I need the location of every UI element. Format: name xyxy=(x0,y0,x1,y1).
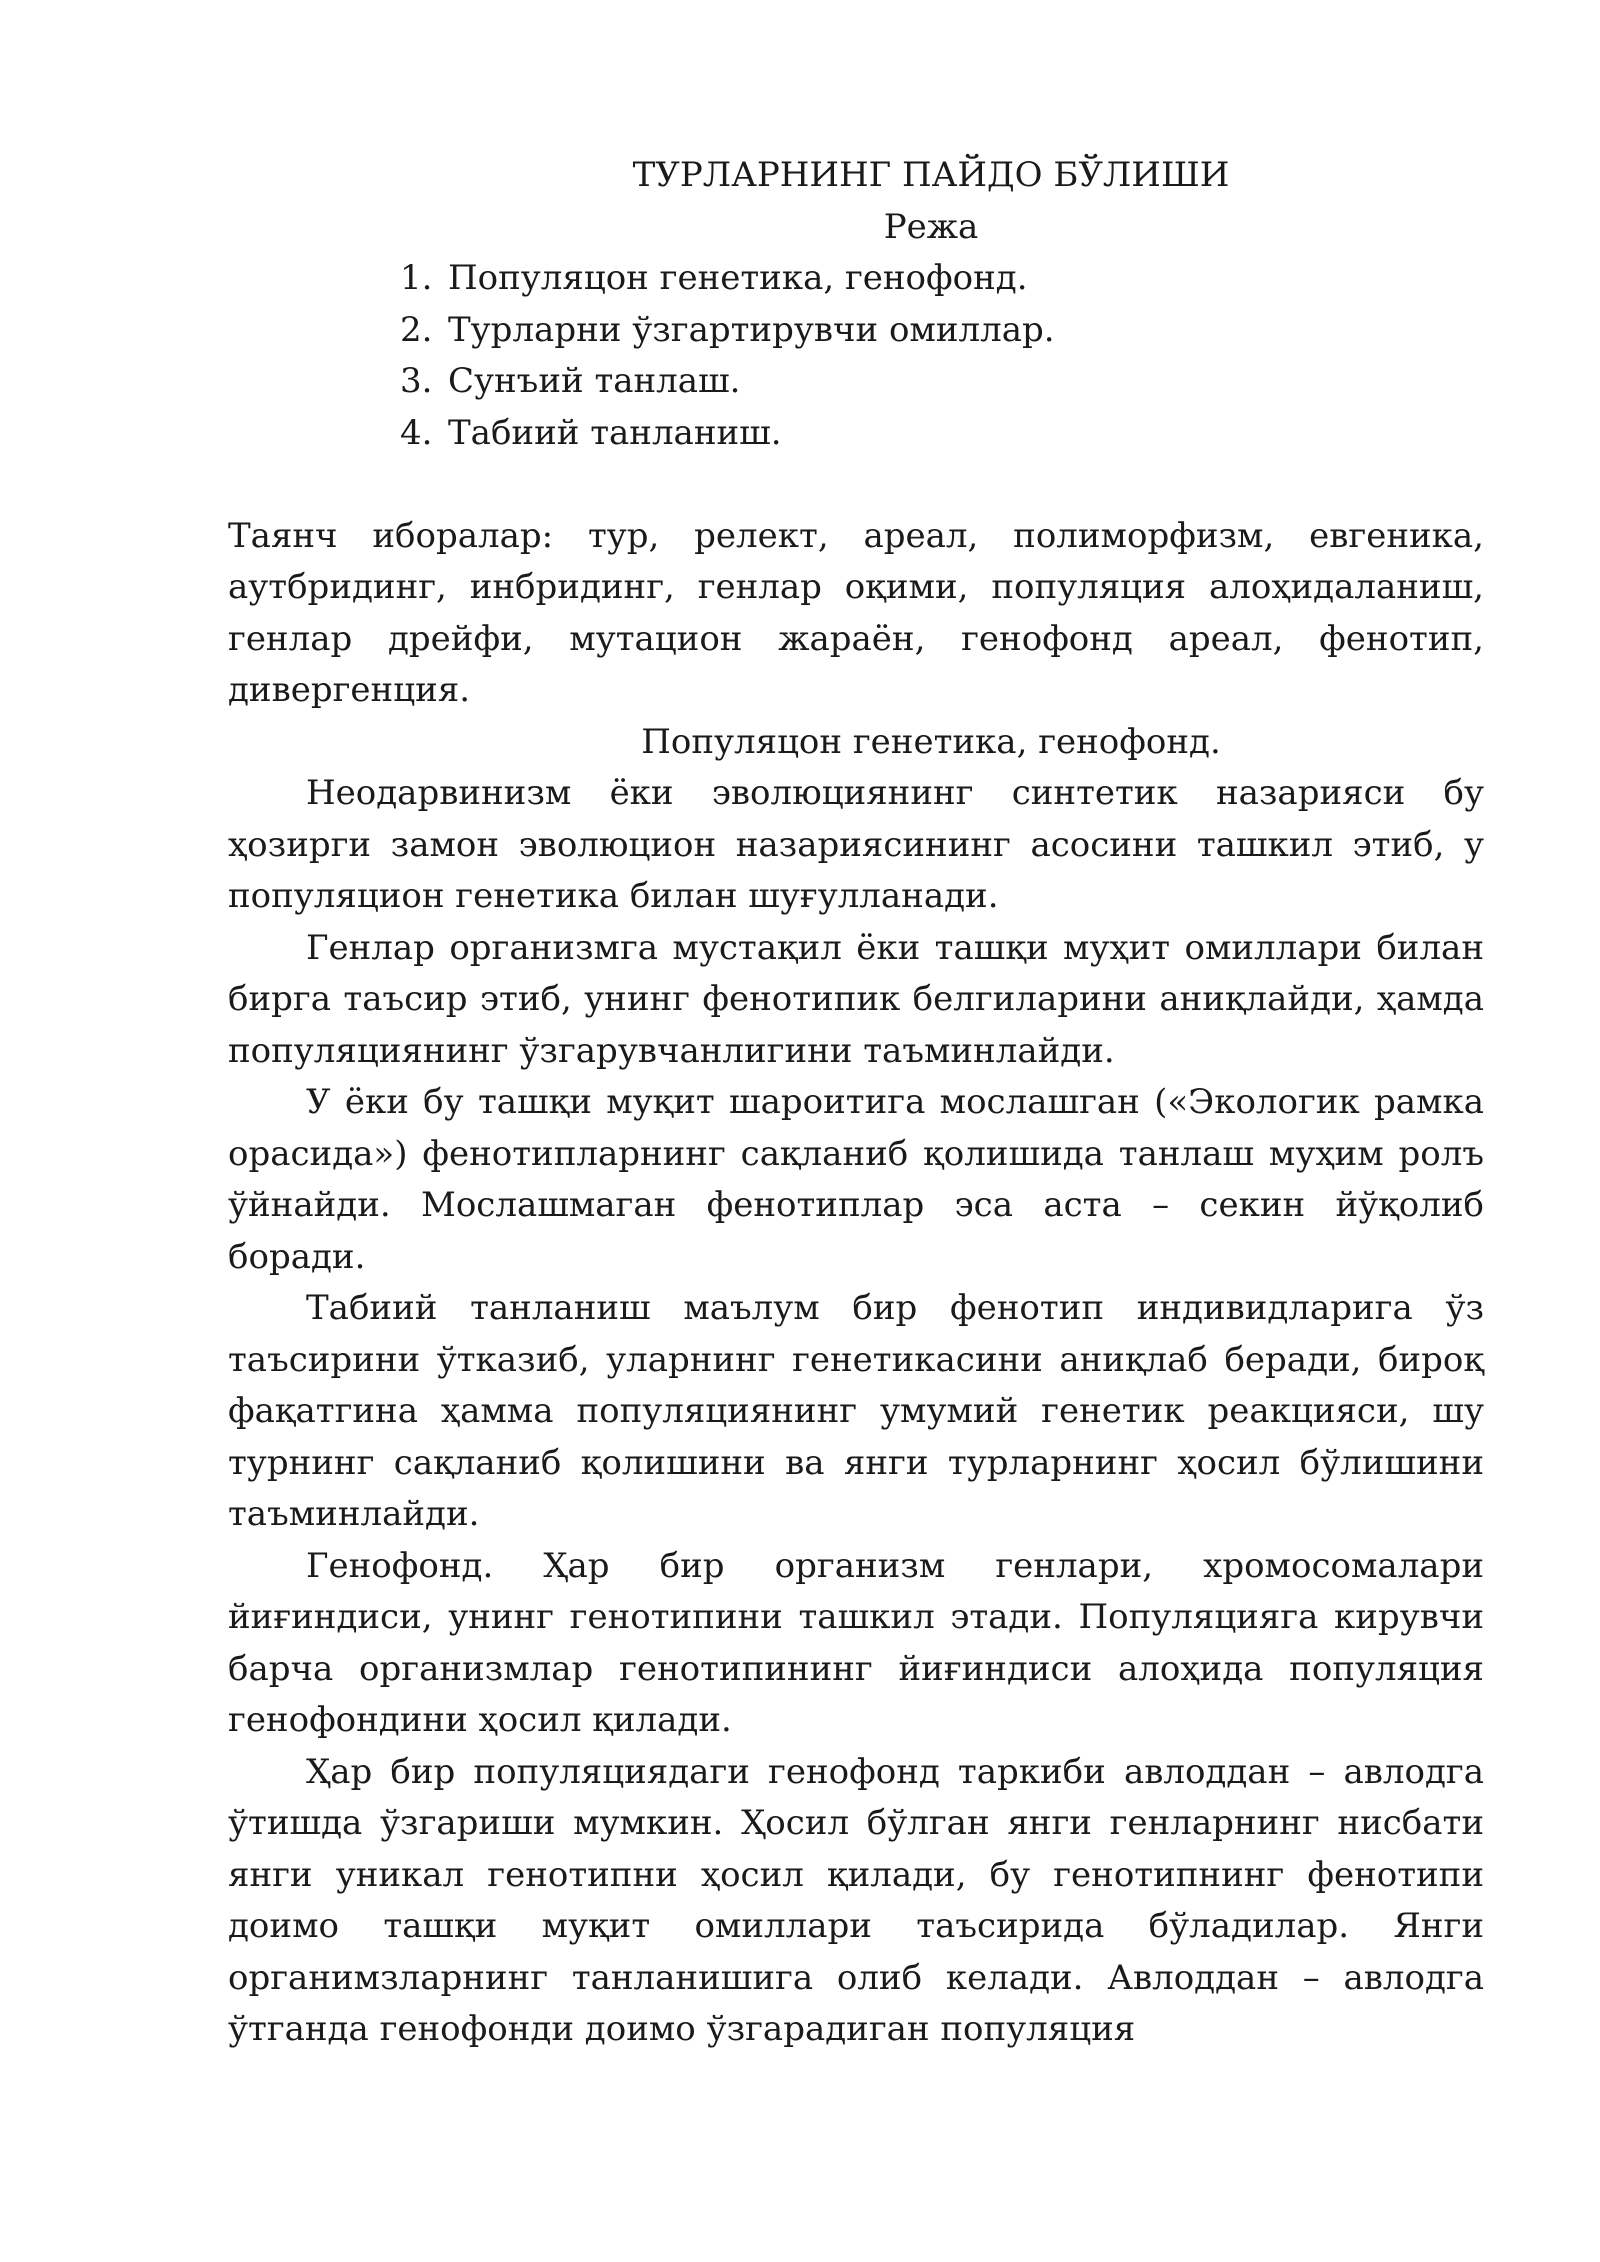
page-content xyxy=(228,150,1484,2056)
blank-line xyxy=(228,459,1484,511)
body-paragraph: Генофонд. Ҳар бир организм генлари, хромосомалари йиғиндиси, унинг генотипини ташкил этади. Популяцияга кирувчи барча организмлар генотипининг йиғиндиси алоҳида популяция генофондини ҳосил қилади. xyxy=(228,1545,1484,1740)
plan-item-number: 2. xyxy=(400,309,433,350)
plan-item-text: Турларни ўзгартирувчи омиллар. xyxy=(448,309,1055,350)
plan-item xyxy=(400,356,1484,408)
plan-item xyxy=(400,305,1484,357)
plan-item-text: Популяцон генетика, генофонд. xyxy=(448,258,1028,298)
plan-item-number: 3. xyxy=(400,361,433,401)
body-paragraph: Ҳар бир популяциядаги генофонд таркиби авлоддан – авлодга ўтишда ўзгариши мумкин. Ҳосил бўлган янги генларнинг нисбати янги уникал генотипни ҳосил қилади, бу генотипнинг фенотипи доимо ташқи муқит омиллари таъсирида бўладилар. Янги органимзларнинг танланишига олиб келади. Авлоддан – авлодга ўтганда генофонди доимо ўзгарадиган популяция xyxy=(228,1751,1484,2049)
section-title: Популяцон генетика, генофонд. xyxy=(641,721,1221,762)
plan-item-text: Сунъий танлаш. xyxy=(448,361,741,401)
plan-item-number: 1. xyxy=(400,258,433,298)
plan-heading: Режа xyxy=(883,206,979,247)
body-paragraph: Неодарвинизм ёки эволюциянинг синтетик назарияси бу ҳозирги замон эволюцион назариясининг асосини ташкил этиб, у популяцион генетика билан шуғулланади. xyxy=(228,773,1484,916)
plan-list xyxy=(228,253,1484,459)
body-paragraph: Табиий танланиш маълум бир фенотип индивидларига ўз таъсирини ўтказиб, уларнинг генетикасини аниқлаб беради, бироқ фақатгина ҳамма популяциянинг умумий генетик реакцияси, шу турнинг сақланиб қолишини ва янги турларнинг ҳосил бўлишини таъминлайди. xyxy=(228,1288,1484,1534)
plan-item-text: Табиий танланиш. xyxy=(448,412,782,453)
body-paragraph: Генлар организмга мустақил ёки ташқи муҳит омиллари билан бирга таъсир этиб, унинг фенотипик белгиларини аниқлайди, ҳамда популяциянинг ўзгарувчанлигини таъминлайди. xyxy=(228,927,1484,1071)
body-paragraph: У ёки бу ташқи муқит шароитига мослашган («Экологик рамка орасида») фенотипларнинг сақланиб қолишида танлаш муҳим ролъ ўйнайди. Мослашмаган фенотиплар эса аста – секин йўқолиб боради. xyxy=(228,1082,1484,1277)
plan-item xyxy=(400,253,1484,305)
plan-item xyxy=(400,408,1484,460)
document-title: ТУРЛАРНИНГ ПАЙДО БЎЛИШИ xyxy=(632,155,1230,195)
keywords-paragraph: Таянч иборалар: тур, релект, ареал, полиморфизм, евгеника, аутбридинг, инбридинг, генлар оқими, популяция алоҳидаланиш, генлар дрейфи, мутацион жараён, генофонд ареал, фенотип, дивергенция. xyxy=(228,515,1484,710)
plan-item-number: 4. xyxy=(400,412,433,453)
